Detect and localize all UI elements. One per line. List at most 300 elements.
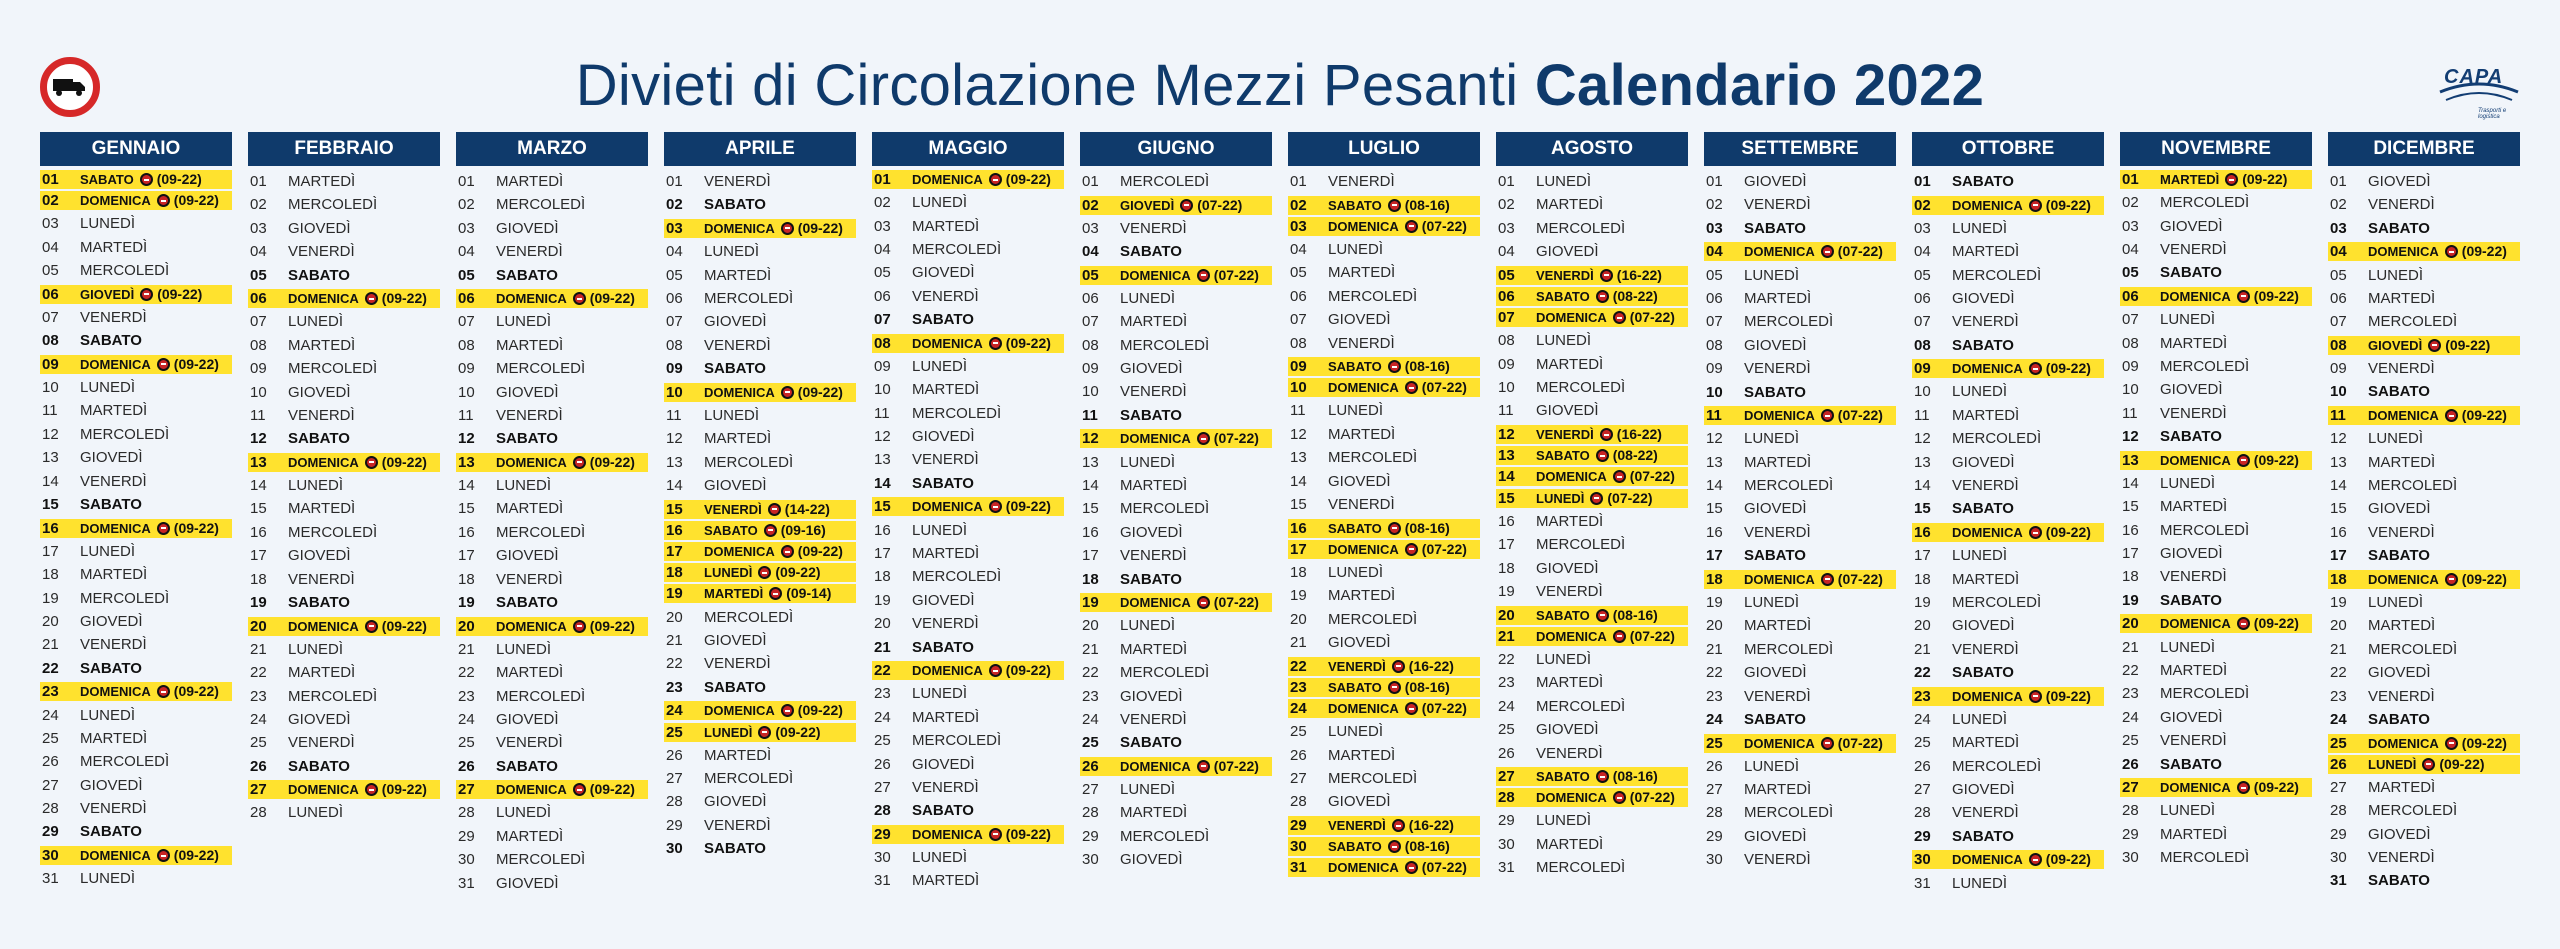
ban-icon	[1821, 737, 1834, 750]
ban-icon	[758, 726, 771, 739]
day-name: SABATO	[496, 430, 558, 448]
ban-day-row	[2120, 170, 2312, 189]
day-number: 22	[2330, 664, 2347, 682]
ban-hours: (07-22)	[1421, 217, 1467, 234]
day-name: MARTEDÌ	[80, 729, 148, 747]
month-column	[1080, 132, 1272, 902]
day-number: 04	[666, 243, 683, 261]
day-row	[872, 191, 1064, 214]
day-name: DOMENICA	[1952, 197, 2023, 213]
day-row	[248, 497, 440, 520]
day-name: MARTEDÌ	[1120, 477, 1188, 495]
ban-day-row	[40, 846, 232, 865]
day-number: 02	[2330, 196, 2347, 214]
day-number: 01	[666, 173, 683, 190]
day-number: 15	[1290, 496, 1307, 514]
day-row	[2120, 402, 2312, 425]
ban-day-row	[664, 521, 856, 540]
day-number: 04	[2122, 240, 2139, 258]
day-row	[1496, 193, 1688, 216]
day-name: MARTEDÌ	[1952, 734, 2020, 752]
day-number: 06	[2122, 287, 2139, 305]
day-name: GIOVEDÌ	[704, 793, 767, 811]
ban-icon	[1405, 381, 1418, 394]
day-name: DOMENICA	[80, 520, 151, 536]
day-name: GIOVEDÌ	[1328, 634, 1391, 652]
day-name: GIOVEDÌ	[1744, 827, 1807, 845]
day-number: 17	[2330, 547, 2347, 565]
day-name: SABATO	[80, 332, 142, 350]
ban-icon	[2445, 409, 2458, 422]
day-row	[2120, 729, 2312, 752]
day-row	[2120, 636, 2312, 659]
day-number: 02	[666, 196, 683, 214]
day-name: MERCOLEDÌ	[288, 523, 378, 541]
day-row	[1080, 497, 1272, 520]
day-number: 02	[1914, 196, 1931, 214]
day-name: MARTEDÌ	[2160, 334, 2228, 352]
day-name: LUNEDÌ	[1744, 266, 1800, 284]
ban-icon	[1197, 432, 1210, 445]
day-row	[2328, 451, 2520, 474]
day-name: SABATO	[496, 594, 558, 611]
ban-icon	[1596, 449, 1609, 462]
day-number: 13	[1706, 453, 1723, 471]
day-name: MARTEDÌ	[1328, 587, 1396, 605]
day-name: SABATO	[1952, 664, 2014, 682]
day-name: GIOVEDÌ	[496, 547, 559, 565]
day-number: 04	[1082, 243, 1099, 261]
page-title	[0, 52, 2560, 119]
day-number: 19	[458, 594, 475, 611]
day-row	[1912, 310, 2104, 333]
day-row	[2328, 427, 2520, 450]
day-name: LUNEDÌ	[912, 194, 968, 212]
day-number: 05	[1290, 264, 1307, 282]
day-row	[1704, 544, 1896, 567]
day-row	[1080, 778, 1272, 801]
day-row	[40, 446, 232, 469]
day-name: GIOVEDÌ	[496, 874, 559, 892]
ban-day-row	[248, 289, 440, 308]
day-number: 18	[2330, 570, 2347, 588]
ban-icon	[769, 587, 782, 600]
day-number: 09	[874, 357, 891, 375]
title-bold: Calendario 2022	[1534, 53, 1985, 118]
ban-day-row	[872, 170, 1064, 189]
ban-day-row	[664, 723, 856, 742]
day-row	[456, 848, 648, 871]
ban-icon	[2237, 290, 2250, 303]
day-row	[1912, 264, 2104, 287]
day-row	[2328, 193, 2520, 216]
day-name: GIOVEDÌ	[1952, 781, 2015, 799]
month-column	[1704, 132, 1896, 902]
day-row	[2120, 261, 2312, 284]
day-number: 04	[458, 243, 475, 261]
day-number: 29	[1914, 827, 1931, 845]
day-name: GIOVEDÌ	[1744, 336, 1807, 354]
day-name: VENERDÌ	[496, 734, 563, 752]
day-name: DOMENICA	[1744, 408, 1815, 424]
ban-icon	[989, 500, 1002, 513]
day-number: 25	[42, 729, 59, 747]
day-name: DOMENICA	[2160, 616, 2231, 632]
day-name: SABATO	[288, 430, 350, 448]
ban-hours: (09-22)	[173, 519, 219, 536]
day-row	[1912, 661, 2104, 684]
day-row	[664, 451, 856, 474]
day-number: 16	[42, 519, 59, 537]
day-name: MERCOLEDÌ	[1120, 827, 1210, 845]
day-name: VENERDÌ	[704, 655, 771, 673]
ban-day-row	[1496, 467, 1688, 486]
day-number: 08	[458, 336, 475, 354]
day-number: 27	[250, 781, 267, 799]
day-name: MARTEDÌ	[704, 266, 772, 284]
ban-icon	[989, 664, 1002, 677]
day-name: MARTEDÌ	[912, 217, 980, 235]
day-name: MERCOLEDÌ	[704, 453, 794, 471]
day-row	[248, 801, 440, 824]
day-name: VENERDÌ	[80, 636, 147, 654]
day-number: 03	[1290, 217, 1307, 235]
day-name: VENERDÌ	[288, 734, 355, 752]
ban-hours: (09-22)	[2461, 734, 2507, 751]
day-name: DOMENICA	[1536, 628, 1607, 644]
day-row	[1704, 193, 1896, 216]
day-row	[872, 636, 1064, 659]
day-name: DOMENICA	[288, 782, 359, 798]
day-name: MERCOLEDÌ	[2160, 521, 2250, 539]
ban-hours: (09-22)	[1005, 498, 1051, 515]
day-row	[456, 193, 648, 216]
day-name: MERCOLEDÌ	[1120, 664, 1210, 682]
day-number: 28	[874, 802, 891, 820]
day-number: 30	[2330, 849, 2347, 867]
day-row	[2328, 310, 2520, 333]
day-name: SABATO	[80, 659, 142, 677]
day-row	[1496, 742, 1688, 765]
day-row	[1912, 170, 2104, 193]
calendar-months	[40, 132, 2524, 902]
day-row	[1704, 755, 1896, 778]
day-name: SABATO	[1120, 734, 1182, 752]
day-name: GIOVEDÌ	[1952, 289, 2015, 307]
ban-day-row	[2328, 406, 2520, 425]
day-row	[1080, 708, 1272, 731]
day-name: MARTEDÌ	[1536, 512, 1604, 530]
day-row	[40, 774, 232, 797]
ban-day-row	[2120, 614, 2312, 633]
ban-hours: (09-22)	[2461, 243, 2507, 260]
day-name: GIOVEDÌ	[2160, 708, 2223, 726]
day-number: 28	[666, 793, 683, 811]
day-row	[2328, 544, 2520, 567]
month-header: MARZO	[456, 132, 648, 166]
day-row	[40, 633, 232, 656]
day-row	[1080, 404, 1272, 427]
day-row	[1912, 544, 2104, 567]
day-number: 21	[1914, 640, 1931, 658]
day-row	[1912, 474, 2104, 497]
day-row	[1912, 825, 2104, 848]
day-number: 07	[2330, 313, 2347, 331]
ban-hours: (09-22)	[2253, 451, 2299, 468]
day-name: MARTEDÌ	[496, 664, 564, 682]
day-name: MERCOLEDÌ	[2160, 357, 2250, 375]
day-number: 01	[1082, 173, 1099, 190]
ban-day-row	[40, 170, 232, 189]
day-number: 24	[42, 706, 59, 724]
day-row	[1704, 334, 1896, 357]
day-name: VENERDÌ	[1744, 687, 1811, 705]
month-column	[40, 132, 232, 902]
day-row	[40, 750, 232, 773]
day-row	[1496, 240, 1688, 263]
day-number: 27	[874, 778, 891, 796]
day-row	[40, 563, 232, 586]
day-row	[1080, 217, 1272, 240]
ban-hours: (07-22)	[1213, 430, 1259, 447]
day-name: MARTEDÌ	[1744, 453, 1812, 471]
day-name: MERCOLEDÌ	[912, 240, 1002, 258]
day-name: VENERDÌ	[2160, 240, 2227, 258]
day-name: MERCOLEDÌ	[1120, 336, 1210, 354]
ban-day-row	[664, 584, 856, 603]
day-row	[248, 357, 440, 380]
ban-hours: (09-22)	[381, 290, 427, 307]
ban-hours: (09-22)	[589, 453, 635, 470]
day-number: 04	[1914, 243, 1931, 261]
day-number: 14	[458, 477, 475, 495]
day-name: MERCOLEDÌ	[496, 851, 586, 869]
day-number: 31	[1498, 859, 1515, 877]
day-name: DOMENICA	[1744, 735, 1815, 751]
ban-day-row	[1496, 446, 1688, 465]
day-name: DOMENICA	[1120, 431, 1191, 447]
day-name: LUNEDÌ	[1744, 430, 1800, 448]
day-row	[1496, 671, 1688, 694]
day-name: MARTEDÌ	[496, 173, 564, 190]
day-name: LUNEDÌ	[288, 313, 344, 331]
day-number: 17	[1914, 547, 1931, 565]
day-name: DOMENICA	[288, 454, 359, 470]
day-number: 10	[666, 383, 683, 401]
day-row	[248, 568, 440, 591]
day-row	[248, 661, 440, 684]
day-number: 24	[2330, 710, 2347, 728]
day-number: 07	[1290, 311, 1307, 329]
ban-icon	[781, 704, 794, 717]
day-number: 16	[874, 521, 891, 539]
ban-hours: (16-22)	[1616, 426, 1662, 443]
day-name: SABATO	[2368, 710, 2430, 728]
day-number: 01	[874, 171, 891, 188]
day-name: LUNEDÌ	[2160, 474, 2216, 492]
day-number: 15	[42, 496, 59, 514]
day-name: GIOVEDÌ	[1120, 197, 1175, 213]
day-name: MERCOLEDÌ	[496, 196, 586, 214]
ban-hours: (08-16)	[1404, 678, 1450, 695]
day-name: SABATO	[1328, 520, 1382, 536]
ban-day-row	[456, 289, 648, 308]
day-number: 28	[1082, 804, 1099, 822]
ban-icon	[989, 828, 1002, 841]
day-number: 09	[2330, 360, 2347, 378]
day-name: LUNEDÌ	[2368, 430, 2424, 448]
ban-icon	[1613, 791, 1626, 804]
day-name: VENERDÌ	[1120, 710, 1187, 728]
day-row	[2328, 614, 2520, 637]
day-row	[1704, 357, 1896, 380]
day-row	[2120, 472, 2312, 495]
day-row	[2328, 217, 2520, 240]
ban-hours: (07-22)	[1837, 734, 1883, 751]
day-row	[1912, 778, 2104, 801]
ban-hours: (08-16)	[1612, 606, 1658, 623]
day-row	[872, 846, 1064, 869]
day-number: 07	[874, 311, 891, 329]
day-name: GIOVEDÌ	[2368, 337, 2423, 353]
day-row	[1704, 825, 1896, 848]
day-number: 12	[1706, 430, 1723, 448]
day-name: VENERDÌ	[1536, 267, 1594, 283]
day-row	[40, 797, 232, 820]
day-name: DOMENICA	[1952, 361, 2023, 377]
day-number: 23	[1082, 687, 1099, 705]
day-number: 23	[1914, 687, 1931, 705]
ban-hours: (09-22)	[2045, 851, 2091, 868]
day-number: 10	[250, 383, 267, 401]
day-row	[1912, 731, 2104, 754]
day-row	[1288, 446, 1480, 469]
day-name: VENERDÌ	[2368, 849, 2435, 867]
day-number: 06	[458, 290, 475, 308]
ban-icon	[365, 783, 378, 796]
ban-hours: (09-22)	[1005, 171, 1051, 187]
day-name: LUNEDÌ	[1328, 402, 1384, 420]
ban-icon	[764, 524, 777, 537]
day-name: MERCOLEDÌ	[912, 732, 1002, 750]
ban-icon	[1388, 840, 1401, 853]
day-name: SABATO	[704, 522, 758, 538]
day-name: DOMENICA	[496, 782, 567, 798]
day-row	[1496, 580, 1688, 603]
day-row	[1704, 848, 1896, 871]
ban-icon	[2029, 526, 2042, 539]
day-number: 28	[1706, 804, 1723, 822]
ban-hours: (08-16)	[1404, 196, 1450, 213]
day-row	[872, 565, 1064, 588]
day-number: 10	[1290, 379, 1307, 397]
day-row	[1288, 561, 1480, 584]
ban-day-row	[248, 453, 440, 472]
day-row	[2120, 378, 2312, 401]
day-number: 03	[874, 217, 891, 235]
day-number: 01	[1498, 173, 1515, 190]
ban-hours: (07-22)	[1197, 196, 1243, 213]
day-name: GIOVEDÌ	[912, 755, 975, 773]
day-number: 26	[42, 753, 59, 771]
ban-day-row	[664, 542, 856, 561]
day-number: 10	[1914, 383, 1931, 401]
day-name: LUNEDÌ	[2160, 802, 2216, 820]
ban-hours: (07-22)	[1629, 468, 1675, 485]
day-name: VENERDÌ	[1328, 658, 1386, 674]
day-number: 12	[874, 428, 891, 446]
ban-day-row	[664, 383, 856, 402]
day-name: LUNEDÌ	[80, 215, 136, 233]
day-row	[1080, 287, 1272, 310]
day-name: MERCOLEDÌ	[2368, 477, 2458, 495]
day-number: 02	[42, 192, 59, 210]
day-number: 23	[2330, 687, 2347, 705]
ban-icon	[140, 288, 153, 301]
day-name: DOMENICA	[2368, 408, 2439, 424]
day-number: 15	[458, 500, 475, 518]
ban-icon	[1590, 492, 1603, 505]
day-name: LUNEDÌ	[1536, 650, 1592, 668]
day-number: 12	[1498, 426, 1515, 444]
day-number: 25	[666, 723, 683, 741]
day-number: 05	[250, 266, 267, 284]
day-row	[664, 676, 856, 699]
day-number: 19	[2330, 593, 2347, 611]
ban-icon	[140, 173, 153, 186]
day-number: 05	[1498, 266, 1515, 284]
day-number: 01	[2122, 171, 2139, 188]
day-number: 22	[250, 664, 267, 682]
day-row	[1080, 170, 1272, 193]
header	[0, 0, 2560, 130]
day-name: VENERDÌ	[496, 570, 563, 588]
day-name: VENERDÌ	[704, 816, 771, 834]
day-row	[664, 357, 856, 380]
day-row	[1912, 451, 2104, 474]
ban-icon	[1405, 220, 1418, 233]
day-number: 21	[2330, 640, 2347, 658]
ban-hours: (09-22)	[1005, 662, 1051, 679]
ban-day-row	[456, 617, 648, 636]
day-name: SABATO	[80, 823, 142, 841]
day-row	[1496, 856, 1688, 879]
day-name: VENERDÌ	[2160, 404, 2227, 422]
ban-icon	[1197, 269, 1210, 282]
day-number: 03	[1498, 219, 1515, 237]
day-name: MARTEDÌ	[2160, 172, 2220, 187]
day-row	[248, 685, 440, 708]
day-number: 04	[874, 240, 891, 258]
day-name: MERCOLEDÌ	[704, 289, 794, 307]
day-name: MARTEDÌ	[496, 336, 564, 354]
day-name: MARTEDÌ	[2368, 778, 2436, 796]
day-name: SABATO	[2368, 219, 2430, 237]
day-name: MERCOLEDÌ	[1744, 804, 1834, 822]
day-name: DOMENICA	[704, 703, 775, 719]
month-header: NOVEMBRE	[2120, 132, 2312, 166]
day-number: 09	[42, 355, 59, 373]
day-number: 05	[666, 266, 683, 284]
day-number: 27	[1914, 781, 1931, 799]
day-name: DOMENICA	[1328, 380, 1399, 396]
day-number: 20	[458, 617, 475, 635]
day-number: 11	[1290, 402, 1306, 420]
day-number: 25	[1706, 734, 1723, 752]
day-number: 15	[1706, 500, 1723, 518]
ban-icon	[781, 545, 794, 558]
ban-day-row	[1912, 359, 2104, 378]
